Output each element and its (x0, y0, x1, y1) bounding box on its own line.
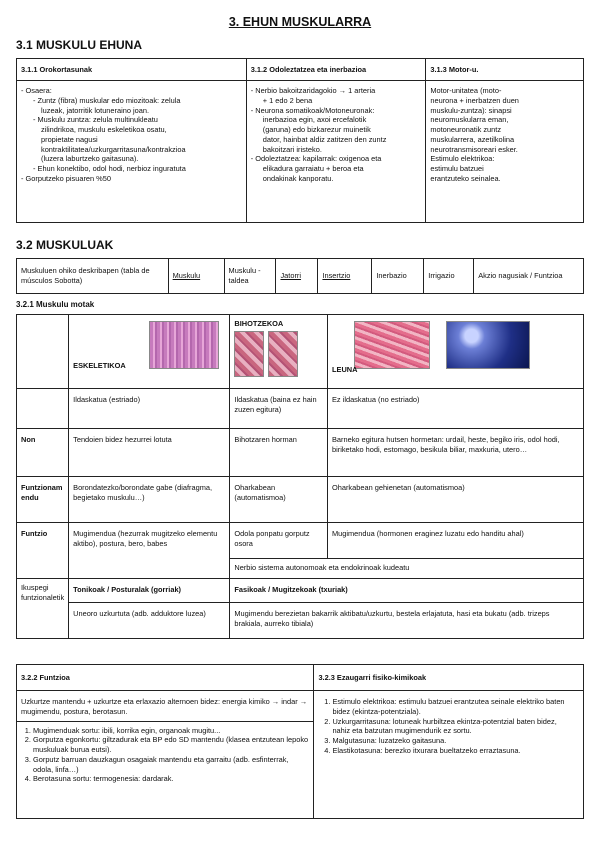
text-line: luzeak, jatorritik lotuneraino joan. (41, 105, 150, 115)
text-line: - Gorputzeko pisuaren %50 (21, 173, 111, 183)
text-line: neurona + inerbatzen duen (430, 95, 519, 105)
list-item: 1. Estimulo elektrikoa: estimulu batzuei erantzutea seinale elektriko baten bidez (ekintza-potentziala). (332, 697, 575, 717)
skeletal-striation: Ildaskatua (estriado) (69, 389, 230, 429)
text-line: muskulu-zuntza): sinapsi (430, 105, 512, 115)
list-item: 4. Elastikotasuna: berezko itxurara bueltatzeko erraztasuna. (332, 746, 575, 756)
text-line: ondakinak kanporatu. (262, 173, 334, 183)
section-heading-3-2: 3.2 MUSKULUAK (16, 238, 114, 252)
heart-type-label: BIHOTZEKOA (234, 319, 284, 328)
row-label-perspective: Ikuspegi funtzionaletik (17, 579, 69, 639)
text-line: kontraktilitatea/uzkurgarritasuna/kontrakzioa (41, 144, 186, 154)
skeletal-head-cell (69, 315, 230, 389)
text-line: (luzera laburtzeko gaitasuna). (41, 154, 139, 164)
skeletal-location: Tendoien bidez hezurrei lotuta (69, 429, 230, 477)
text-line: estimulu batzuei (430, 164, 484, 174)
skeletal-muscle-image (149, 321, 219, 369)
text-line: - Muskulu zuntza: zelula multinukleatu (33, 115, 158, 125)
function-properties-table (16, 664, 584, 819)
text-line: elikadura garraiatu + beroa eta (262, 164, 364, 174)
list-item: 1. Mugimenduak sortu: ibili, korrika egin, organoak mugitu... (33, 726, 309, 736)
desc-head-muscle: Muskulu (168, 259, 224, 294)
function-list (17, 722, 313, 789)
properties-cell (314, 691, 584, 819)
text-line: erantzuteko seinalea. (430, 173, 501, 183)
subsection-heading-3-2-1: 3.2.1 Muskulu motak (16, 300, 95, 309)
smooth-location: Barneko egitura hutsen hormetan: urdail, heste, begiko iris, odol hodi, biriketako hodi, estomago, besikula biliar, maxkuria, utero… (328, 429, 584, 477)
text-line: zilindrikoa, muskulu eskeletikoa osatu, (41, 125, 167, 135)
text-line: - Osaera: (21, 86, 52, 95)
tonic-text: Uneoro uzkurtuta (adb. adduktore luzea) (69, 603, 230, 639)
text-line: muskularrera, azetilkolina (430, 134, 515, 144)
text-line: Motor-unitatea (moto- (430, 86, 502, 95)
desc-head-action: Akzio nagusiak / Funtzioa (474, 259, 584, 294)
col-head-irrigation: 3.1.2 Odoleztatzea eta inerbazioa (246, 59, 426, 81)
muscle-types-table (16, 314, 584, 639)
desc-head-irrigation: Irrigazio (424, 259, 474, 294)
heart-muscle-image-1 (234, 331, 264, 377)
heart-function-mode: Oharkabean (automatismoa) (230, 477, 328, 523)
list-item: 4. Berotasuna sortu: termogenesia: dardarak. (33, 774, 309, 784)
text-line: motoneuronatik zuntz (430, 125, 502, 135)
smooth-muscle-diagram (446, 321, 530, 369)
text-line: dator, hainbat aldiz zatitzen den zuntz (262, 134, 387, 144)
empty-cell (17, 315, 69, 389)
muscle-description-header (16, 258, 584, 294)
text-line: propietate nagusi (41, 134, 98, 144)
text-line: + 1 edo 2 bena (262, 95, 313, 105)
list-item: 3. Malgutasuna: luzatzeko gaitasuna. (332, 736, 575, 746)
text-line: - Odoleztatzea: kapilarrak: oxigenoa eta (250, 154, 382, 164)
phasic-head: Fasikoak / Mugitzekoak (txuriak) (230, 579, 584, 603)
text-line: neurotransmisoreari esker. (430, 144, 518, 154)
heart-muscle-image-2 (268, 331, 298, 377)
irrigation-cell (246, 81, 426, 223)
row-label-function-mode: Funtzionamendu (17, 477, 69, 523)
function-cell (17, 691, 314, 819)
skeletal-function: Mugimendua (hezurrak mugitzeko elementu aktibo), postura, bero, babes (69, 523, 230, 579)
generalities-cell (17, 81, 247, 223)
muscle-tissue-table (16, 58, 584, 223)
function-intro: Uzkurtze mantendu + uzkurtze eta erlaxazio alternoen bidez: energia kimiko → indar → mugimendu, postura, berotasun. (17, 691, 313, 722)
row-label (17, 389, 69, 429)
list-item: 2. Uzkurgarritasuna: lotuneak hurbiltzea ekintza-potentzial baten bidez, nahiz eta batzutan mugimendurik ez sortu. (332, 717, 575, 737)
text-line: Estimulo elektrikoa: (430, 154, 495, 164)
text-line: - Zuntz (fibra) muskular edo miozitoak: zelula (33, 95, 181, 105)
properties-heading: 3.2.3 Ezaugarri fisiko-kimikoak (314, 665, 584, 691)
smooth-striation: Ez ildaskatua (no estriado) (328, 389, 584, 429)
skeletal-function-mode: Borondatezko/borondate gabe (diafragma, begietako muskulu…) (69, 477, 230, 523)
heart-head-cell (230, 315, 328, 389)
text-line: neuromuskularra eman, (430, 115, 509, 125)
text-line: inerbazioa egin, axoi ercefalotik (262, 115, 367, 125)
skeletal-type-label: ESKELETIKOA (73, 361, 126, 370)
section-heading-3-1: 3.1 MUSKULU EHUNA (16, 38, 143, 52)
list-item: 2. Gorputza egonkortu: giltzadurak eta BP edo SD mantendu (klasea entzutean lepoko muskuluak burua eutsi). (33, 735, 309, 755)
properties-list (318, 693, 579, 760)
text-line: bakoitzari iristeko. (262, 144, 322, 154)
motor-unit-cell (426, 81, 584, 223)
text-line: - Neurona somatikoak/Motoneuronak: (250, 105, 375, 115)
desc-head-cell: Muskuluen ohiko deskribapen (tabla de músculos Sobotta) (17, 259, 169, 294)
col-head-motor-unit: 3.1.3 Motor-u. (426, 59, 584, 81)
desc-head-innervation: Inerbazio (372, 259, 424, 294)
heart-function: Odola ponpatu gorputz osora (230, 523, 328, 559)
text-line: - Ehun konektibo, odol hodi, nerbioz inguratuta (33, 164, 186, 174)
shared-function: Nerbio sistema autonomoak eta endokrinoak kudeatu (230, 559, 584, 579)
text-line: (garuna) edo bizkarezur muinetik (262, 125, 371, 135)
list-item: 3. Gorputz barruan dauzkagun osagaiak mantendu eta garraitu (adb. esfinterrak, odola, linfa…) (33, 755, 309, 775)
col-head-generalities: 3.1.1 Orokortasunak (17, 59, 247, 81)
desc-head-origin: Jatorri (276, 259, 318, 294)
tonic-head: Tonikoak / Posturalak (gorriak) (69, 579, 230, 603)
text-line: - Nerbio bakoitzaridagokio → 1 arteria (250, 86, 376, 95)
smooth-muscle-image (354, 321, 430, 369)
smooth-head-cell (328, 315, 584, 389)
heart-location: Bihotzaren horman (230, 429, 328, 477)
desc-head-group: Muskulu -taldea (224, 259, 276, 294)
row-label-location: Non (17, 429, 69, 477)
function-heading: 3.2.2 Funtzioa (17, 665, 314, 691)
smooth-function: Mugimendua (hormonen eraginez luzatu edo handitu ahal) (328, 523, 584, 559)
phasic-text: Mugimendu berezietan bakarrik aktibatu/uzkurtu, bestela erlajatuta, hasi eta bukatu (adb. trizeps brakiala, aurreko tibiala) (230, 603, 584, 639)
row-label-function: Funtzio (17, 523, 69, 579)
page-title: 3. EHUN MUSKULARRA (228, 15, 372, 29)
smooth-type-label: LEUNA (332, 365, 358, 374)
smooth-function-mode: Oharkabean gehienetan (automatismoa) (328, 477, 584, 523)
heart-striation: Ildaskatua (baina ez hain zuzen egitura) (230, 389, 328, 429)
desc-head-insertion: Insertzio (318, 259, 372, 294)
